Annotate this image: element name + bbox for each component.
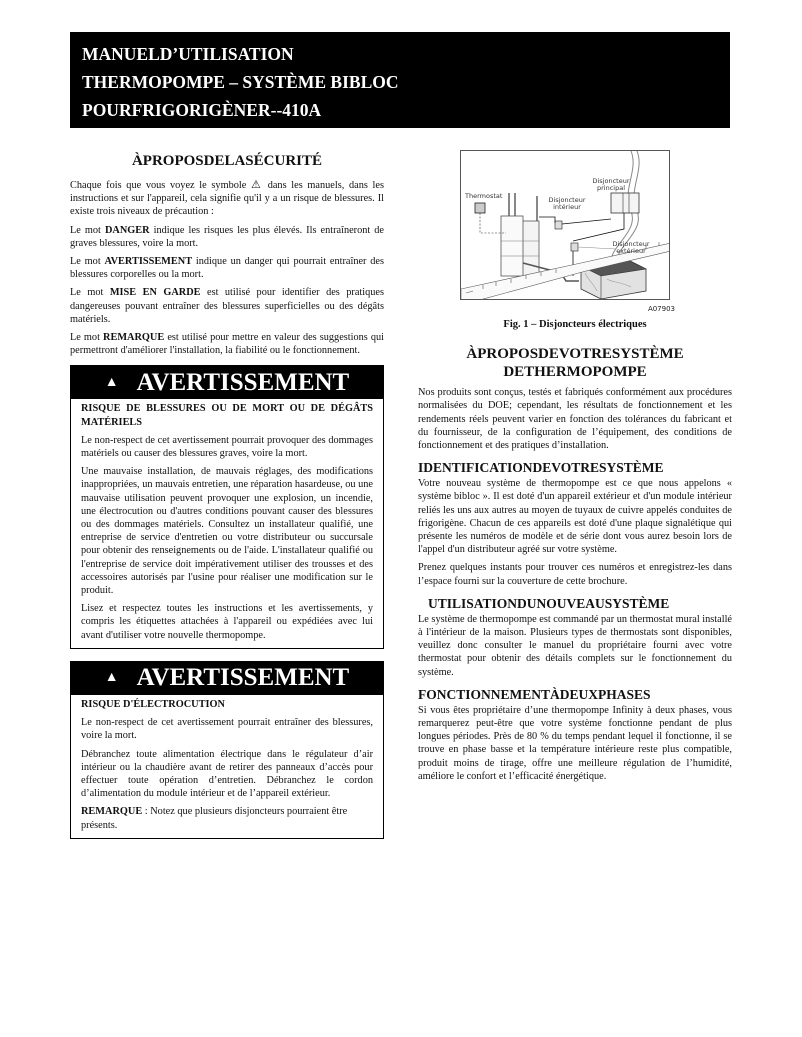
document-title-block bbox=[70, 32, 730, 128]
label-indoor-breaker: Disjoncteur intérieur bbox=[548, 196, 586, 211]
section-paragraph: Si vous êtes propriétaire d’une thermopompe Infinity à deux phases, vous remarquerez peut-être que votre système fonctionne pendant de plus longues périodes. Près de 80 % du temps pendant lequel il fonctionne, il se trouve en phase basse et la température intérieure reste plus compatible, produit moins de tirage, offre une meilleure régulation de l’humidité, améliore le confort et l’efficacité énergétique. bbox=[418, 704, 732, 782]
section-heading-identification: IDENTIFICATIONDEVOTRESYSTÈME bbox=[418, 460, 664, 476]
right-column bbox=[418, 150, 732, 788]
warning-header: ▲ AVERTISSEMENT bbox=[71, 366, 383, 399]
warning-note: REMARQUE : Notez que plusieurs disjoncteurs pourraient être présents. bbox=[81, 806, 348, 831]
warning-paragraph: Une mauvaise installation, de mauvais réglages, des modifications inappropriées, un mauvais entretien, une réparation hasardeuse, ou une mauvaise utilisation peuvent provoquer une explosion, un incendie, une électrocution ou d'autres conditions pouvant causer des blessures ou des dommages matériels. Consultez un installateur qualifié, une entreprise de service d'entretien ou votre distributeur ou succursale pour obtenir des renseignements ou de l'aide. L'installateur qualifié ou l'entreprise de service doit impérativement utiliser des trousses et des accessoires autorisés par l'usine pour réaliser une modification sur le produit. bbox=[81, 466, 373, 597]
warning-header: ▲ AVERTISSEMENT bbox=[71, 662, 383, 695]
warning-paragraph: Débranchez toute alimentation électrique dans le régulateur d’air intérieur ou la chaudière avant de retirer des panneaux d’accès pour effectuer toute opération d’entretien. Débranchez le cordon d’alimentation du module intérieur et de l’appareil extérieur. bbox=[81, 748, 373, 800]
warning-risk-title: RISQUE DE BLESSURES OU DE MORT OU DE DÉGÂTS MATÉRIELS bbox=[81, 403, 373, 428]
warning-risk-title: RISQUE D'ÉLECTROCUTION bbox=[81, 698, 225, 710]
warning-box-injury bbox=[70, 365, 384, 648]
warning-box-electrocution bbox=[70, 661, 384, 839]
section-heading-usage: UTILISATIONDUNOUVEAUSYSTÈME bbox=[428, 595, 670, 611]
figure-breakers-diagram bbox=[460, 150, 675, 313]
title-line-1: MANUELD’UTILISATION bbox=[82, 44, 294, 64]
figure-code: A07903 bbox=[647, 305, 675, 313]
section-heading-about-system: ÀPROPOSDEVOTRESYSTÈME DETHERMOPOMPE bbox=[466, 346, 684, 381]
left-column bbox=[70, 152, 384, 839]
warning-paragraph: Lisez et respectez toutes les instructions et les avertissements, y compris les étiquettes attachées à l'appareil ou expédiées avec lui avant d'utiliser votre nouvelle thermopompe. bbox=[81, 603, 373, 641]
label-main-breaker: Disjoncteur principal bbox=[592, 177, 630, 192]
warning-triangle-icon: ⚠ bbox=[251, 178, 263, 191]
figure-caption: Fig. 1 – Disjoncteurs électriques bbox=[503, 319, 647, 330]
house-wiring-illustration bbox=[461, 151, 670, 300]
diagram-frame bbox=[460, 150, 670, 300]
warning-triangle-icon: ▲ bbox=[104, 374, 119, 390]
section-paragraph: Nos produits sont conçus, testés et fabriqués conformément aux procédures normalisées du DOE; cependant, les résultats de fonctionnement et les rendements réels peuvent varier en fonction des tolérances du fabricant et du fournisseur, de la configuration de l’équipement, des conditions de fonctionnement et des pratiques d’installation. bbox=[418, 387, 732, 452]
level-remarque: Le mot REMARQUE est utilisé pour mettre en valeur des suggestions qui permettront d'améliorer l'installation, la fiabilité ou le fonctionnement. bbox=[70, 332, 385, 357]
level-avertissement: Le mot AVERTISSEMENT indique un danger qui pourrait entraîner des blessures corporelles ou la mort. bbox=[70, 256, 384, 281]
safety-heading: ÀPROPOSDELASÉCURITÉ bbox=[131, 153, 323, 169]
section-heading-two-stage: FONCTIONNEMENTÀDEUXPHASES bbox=[418, 686, 651, 702]
label-thermostat: Thermostat bbox=[465, 192, 503, 200]
warning-triangle-icon: ▲ bbox=[104, 670, 119, 686]
section-paragraph: Le système de thermopompe est commandé par un thermostat mural installé à l'intérieur de la maison. Plusieurs types de thermostats sont disponibles, veuillez donc consulter le manuel du propriétaire fourni avec votre thermostat pour obtenir des détails complets sur le fonctionnement du système. bbox=[418, 613, 732, 678]
warning-paragraph: Le non-respect de cet avertissement pourrait provoquer des dommages matériels ou causer des blessures graves, voire la mort. bbox=[81, 434, 373, 460]
level-danger: Le mot DANGER indique les risques les plus élevés. Ils entraîneront de graves blessures, voire la mort. bbox=[70, 224, 384, 249]
section-paragraph: Prenez quelques instants pour trouver ces numéros et enregistrez-les dans l’espace fourni sur la couverture de cette brochure. bbox=[418, 562, 732, 587]
title-line-2: THERMOPOMPE – SYSTÈME BIBLOC bbox=[82, 72, 399, 92]
title-line-3: POURFRIGORIGÈNER--410A bbox=[82, 100, 322, 120]
warning-paragraph: Le non-respect de cet avertissement pourrait entraîner des blessures, voire la mort. bbox=[81, 717, 373, 742]
section-paragraph: Votre nouveau système de thermopompe est ce que nous appelons « système bibloc ». Il est doté d'un appareil extérieur et d'un module intérieur reliés les uns aux autres au moyen de tuyaux de cuivre appelés conduites de frigorigène. Chacun de ces appareils est doté d'une plaque signalétique qui présente les numéros de modèle et de série dont vous aurez besoin lors de l'appel d'un distributeur agréé sur votre système. bbox=[418, 478, 732, 556]
safety-intro: Chaque fois que vous voyez le symbole ⚠ dans les manuels, dans les instructions et sur l'appareil, cela signifie qu'il y a un risque de blessures. Il existe trois niveaux de précaution : bbox=[70, 178, 384, 218]
label-outdoor-breaker: Disjoncteur extérieur bbox=[612, 240, 650, 255]
level-mise-en-garde: Le mot MISE EN GARDE est utilisé pour identifier des pratiques dangereuses pouvant entraîner des blessures superficielles ou des dégâts matériels. bbox=[70, 287, 385, 325]
